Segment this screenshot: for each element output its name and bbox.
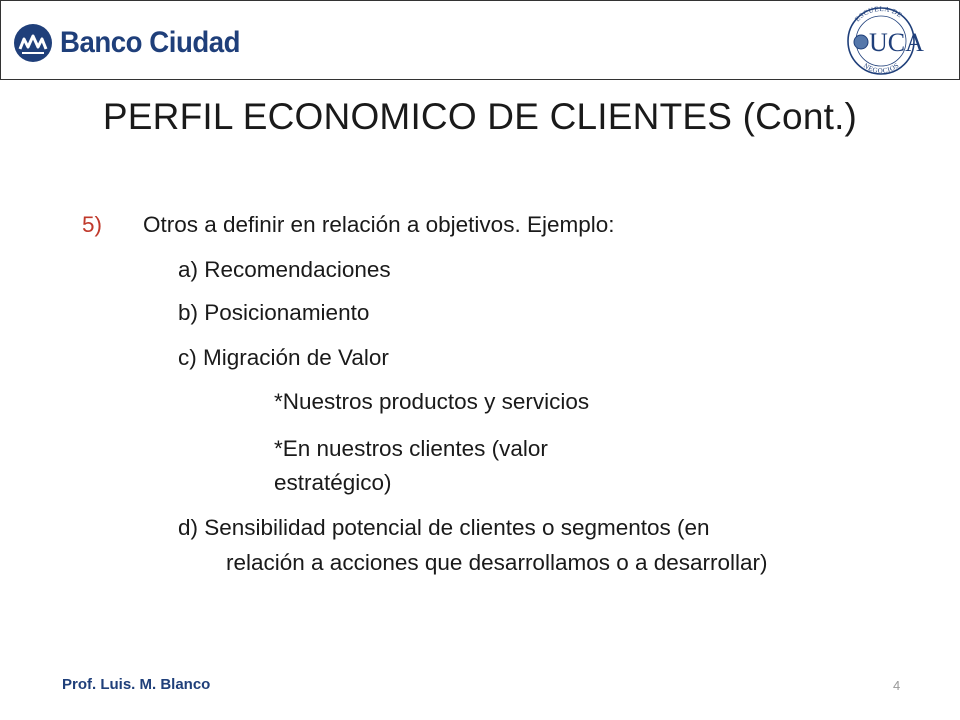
uca-letters: UCA	[869, 28, 924, 57]
item-text: Otros a definir en relación a objetivos. Ejemplo:	[143, 212, 615, 237]
uca-ring-top-text: ESCUELA DE	[853, 5, 904, 24]
uca-seal-icon	[854, 35, 868, 49]
banco-ciudad-emblem-icon	[13, 23, 53, 63]
subitem-d-line1: d) Sensibilidad potencial de clientes o segmentos (en	[178, 515, 710, 540]
subitem-d-line2: relación a acciones que desarrollamos o a desarrollar)	[226, 550, 768, 575]
subitem-b: b) Posicionamiento	[178, 300, 370, 325]
banco-ciudad-logo	[13, 23, 256, 63]
subitem-c-bullet-2-line2: estratégico)	[274, 470, 392, 495]
item-number: 5)	[82, 212, 103, 237]
subitem-a: a) Recomendaciones	[178, 257, 391, 282]
bank-name: Banco Ciudad	[60, 26, 241, 59]
svg-text:ESCUELA DE	[854, 5, 904, 23]
header-banner	[0, 0, 960, 80]
svg-text:NEGOCIOS	[862, 61, 901, 75]
uca-logo	[839, 5, 929, 82]
subitem-c-bullet-1: *Nuestros productos y servicios	[274, 389, 590, 414]
subitem-c-bullet-2-line1: *En nuestros clientes (valor	[274, 436, 548, 461]
subitem-c: c) Migración de Valor	[178, 345, 389, 370]
slide-title: PERFIL ECONOMICO DE CLIENTES (Cont.)	[102, 96, 858, 137]
footer-author: Prof. Luis. M. Blanco	[62, 676, 211, 693]
page-number: 4	[893, 678, 901, 693]
uca-ring-bottom-text: NEGOCIOS	[861, 61, 901, 76]
